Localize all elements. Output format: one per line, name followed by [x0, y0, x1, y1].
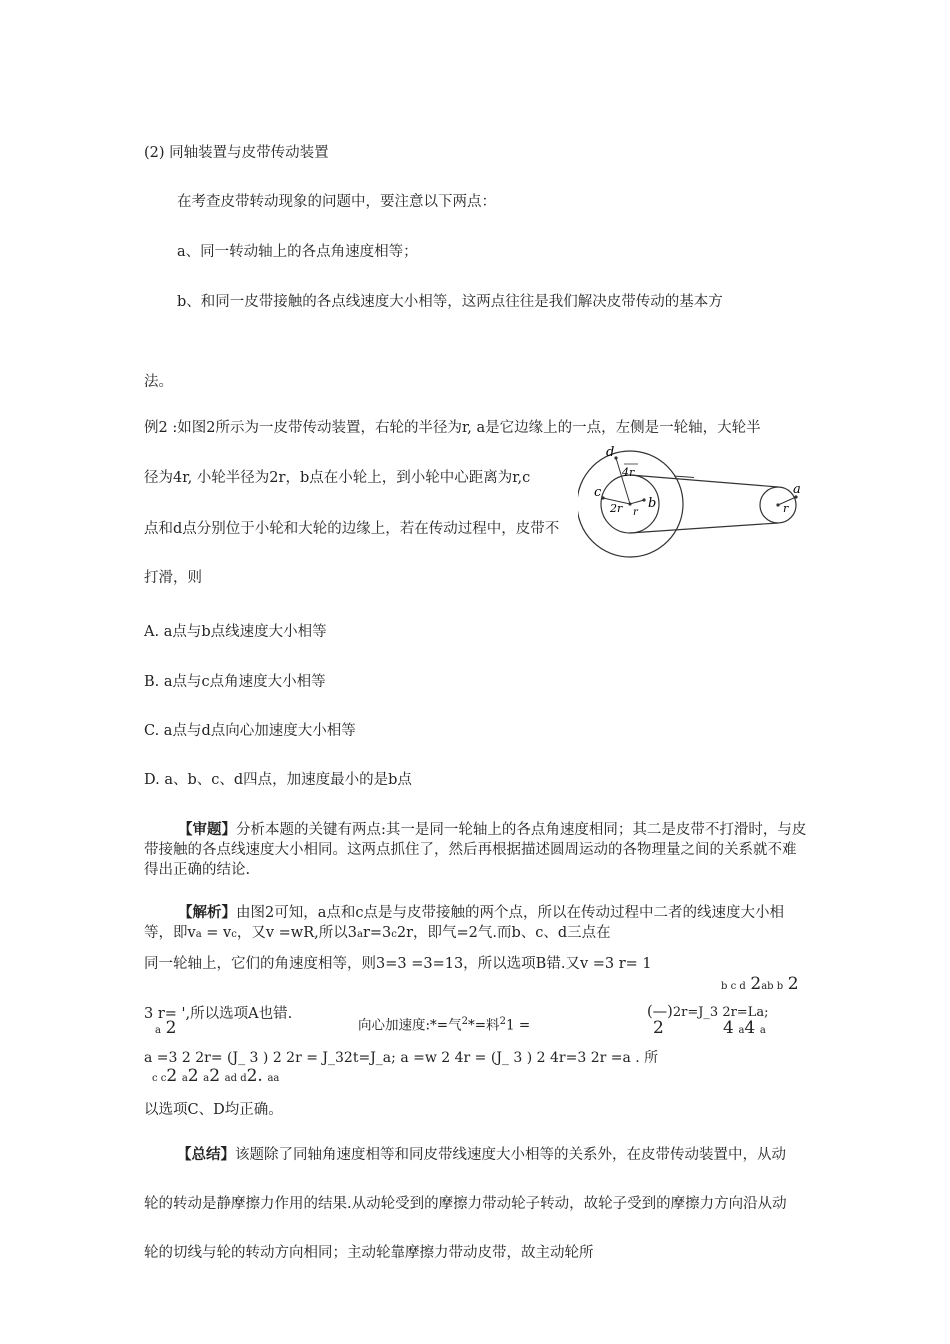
belt-drive-figure [578, 440, 818, 565]
zongjie-line-2: 轮的转动是静摩擦力作用的结果.从动轮受到的摩擦力带动轮子转动，故轮子受到的摩擦力方向沿从动 [144, 1196, 787, 1212]
jiexi-line-4-left: 3 r= ',所以选项A也错. [144, 1006, 293, 1022]
label-r-right: r [783, 502, 789, 515]
jiexi-line-4-left-sub: a 2 [155, 1018, 177, 1038]
point-b-continuation: 法。 [144, 374, 173, 390]
example-line-2: 径为4r, 小轮半径为2r，b点在小轮上，到小轮中心距离为r,c [144, 470, 531, 486]
shenti-text: 分析本题的关键有两点:其一是同一轮轴上的各点角速度相同；其二是皮带不打滑时，与皮带接触的各点线速度大小相同。这两点抓住了，然后再根据描述圆周运动的各物理量之间的关系就不难得出正确的结论. [144, 822, 807, 878]
label-a: a [793, 482, 801, 497]
belt-top-outer [674, 476, 694, 478]
shenti-paragraph [144, 820, 808, 880]
option-c: C. a点与d点向心加速度大小相等 [144, 723, 356, 739]
jiexi-line-4-right: (—)2r=J_3 2r=La; [647, 1004, 769, 1020]
point-b: b、和同一皮带接触的各点线速度大小相等，这两点往往是我们解决皮带传动的基本方 [177, 294, 723, 310]
zongjie-label: 【总结】 [177, 1146, 235, 1163]
jiexi-line-4-right-bottom: 2 [653, 1018, 664, 1038]
zongjie-line-1: 【总结】该题除了同轴角速度相等和同皮带线速度大小相等的关系外，在皮带传动装置中，从动 [177, 1146, 786, 1163]
example-line-4: 打滑，则 [144, 570, 202, 586]
option-b: B. a点与c点角速度大小相等 [144, 674, 326, 690]
label-d: d [606, 445, 615, 460]
zongjie-line-3: 轮的切线与轮的转动方向相同；主动轮靠摩擦力带动皮带，故主动轮所 [144, 1245, 594, 1261]
example-line-1: 例2 :如图2所示为一皮带传动装置，右轮的半径为r, a是它边缘上的一点，左侧是一轮轴，大轮半 [144, 420, 761, 436]
jiexi-line-5-sub: c c2 a2 a2 ad d2. aa [152, 1066, 280, 1086]
option-d: D. a、b、c、d四点，加速度最小的是b点 [144, 772, 412, 788]
jiexi-line-5: a =3 2 2r= (J_ 3 ) 2 2r = J_32t=J_a; a =w 2 4r = (J_ 3 ) 2 4r=3 2r =a . 所 [144, 1050, 659, 1066]
example-line-3: 点和d点分别位于小轮和大轮的边缘上，若在传动过程中，皮带不 [144, 521, 560, 537]
label-4r: 4r [622, 466, 635, 479]
intro-text: 在考查皮带转动现象的问题中，要注意以下两点： [177, 194, 496, 210]
label-2r: 2r [610, 502, 623, 515]
jiexi-label: 【解析】 [178, 904, 236, 921]
label-b: b [648, 496, 657, 511]
jiexi-paragraph: 【解析】由图2可知，a点和c点是与皮带接触的两个点，所以在传动过程中二者的线速度大小相等，即va = vc，又v =wR,所以3ar=3c2r，即气=2气.而b、c、d三点在 [144, 904, 784, 941]
jiexi-line-3-right: b c d 2ab b 2 [721, 974, 799, 994]
shenti-label: 【审题】 [178, 821, 236, 838]
jiexi-line-4-right-fraction: 4 a4 a [723, 1018, 766, 1038]
jiexi-line-3: 同一轮轴上，它们的角速度相等，则3=3 =3=13，所以选项B错.又v =3 r= 1 [144, 956, 652, 972]
jiexi-conclusion: 以选项C、D均正确。 [144, 1102, 283, 1118]
section-heading: (2) 同轴装置与皮带传动装置 [144, 145, 329, 161]
point-a: a、同一转动轴上的各点角速度相等； [177, 244, 418, 260]
jiexi-line-4-mid: 向心加速度:*=气$^2$*=料$^2$1 = [358, 1016, 531, 1034]
label-r-left: r [633, 507, 638, 518]
belt-bottom [630, 523, 778, 533]
option-a: A. a点与b点线速度大小相等 [144, 624, 327, 640]
label-c: c [594, 485, 602, 500]
